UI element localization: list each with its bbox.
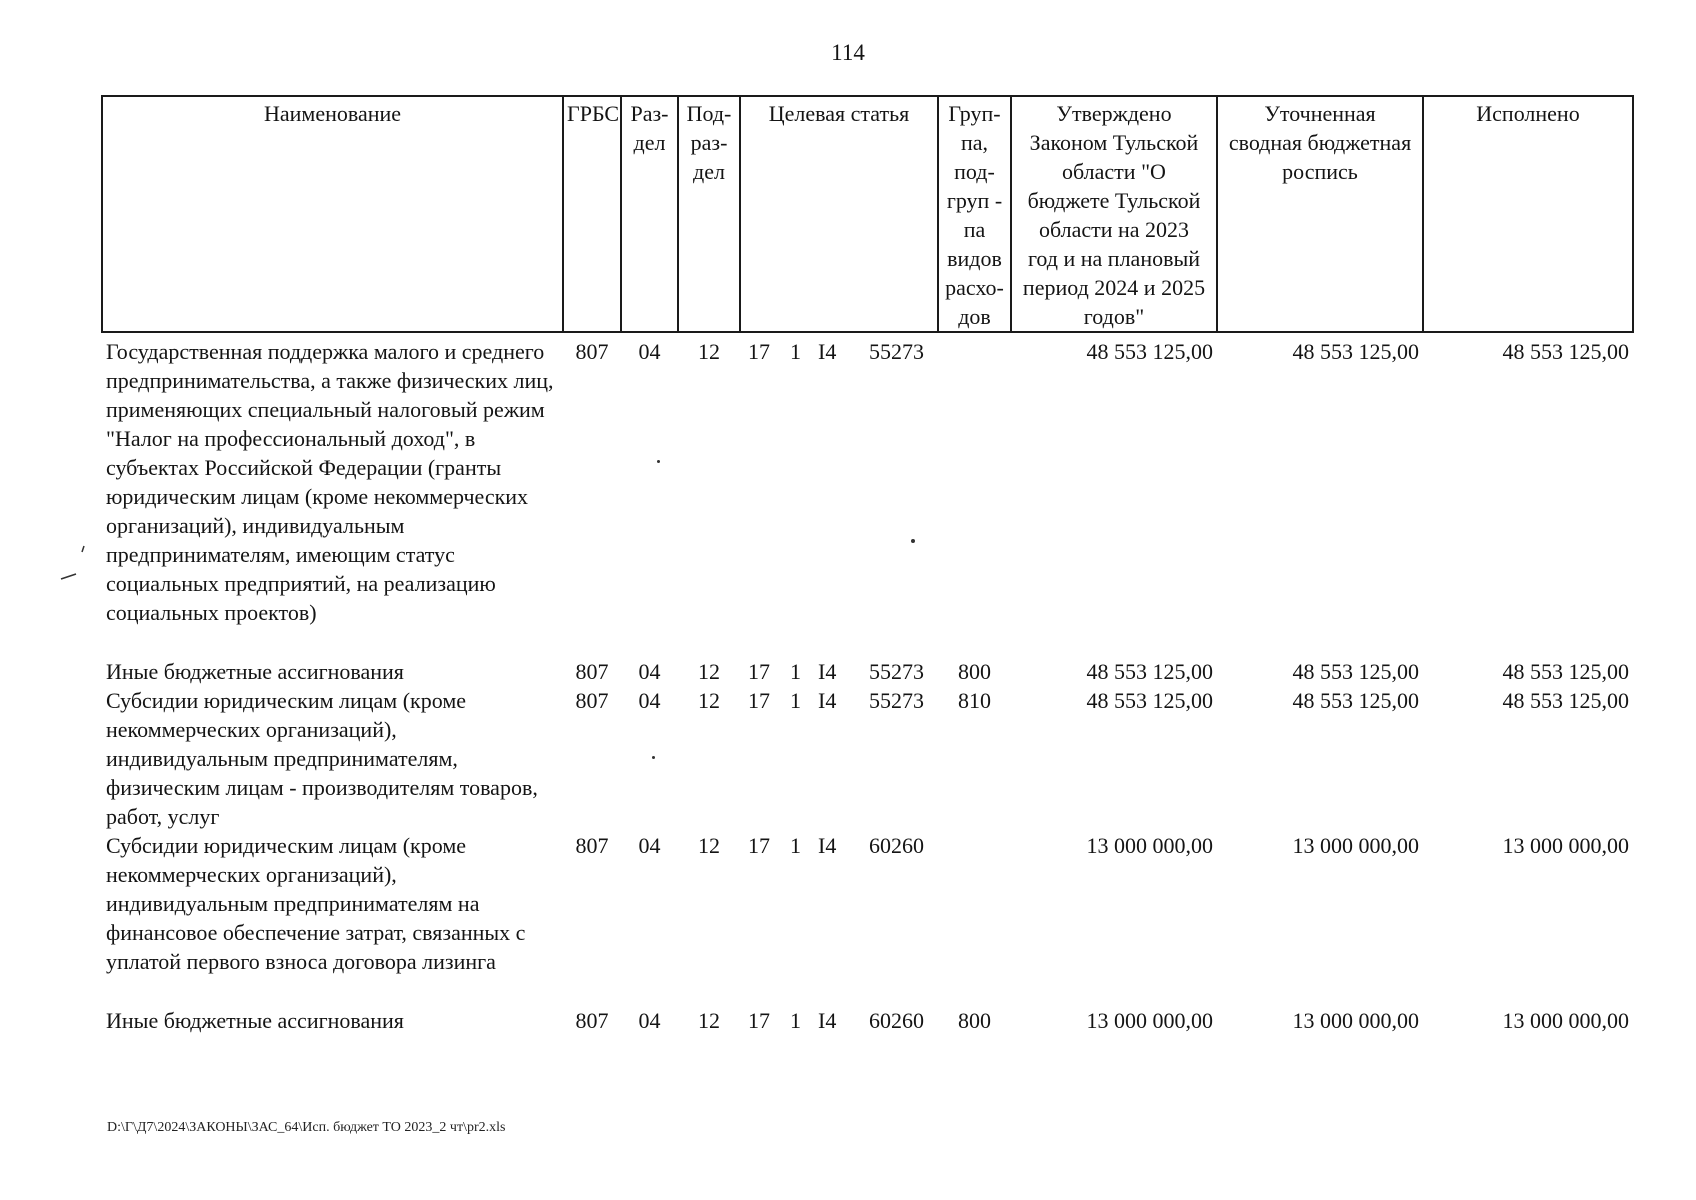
row-podrazdel: 12 bbox=[698, 688, 720, 713]
row-name: Субсидии юридическим лицам (кроме некоммерческих организаций), индивидуальным предпринимателям, физическим лицам - производителям товаров, работ, услуг bbox=[106, 688, 538, 829]
row-approved: 48 553 125,00 bbox=[1086, 688, 1213, 713]
row-target: 17 1 I4 60260 bbox=[748, 1008, 924, 1033]
row-approved: 13 000 000,00 bbox=[1086, 1008, 1213, 1033]
row-grbs: 807 bbox=[575, 688, 609, 713]
scan-speck bbox=[652, 756, 655, 759]
row-grbs: 807 bbox=[575, 1008, 609, 1033]
row-razdel: 04 bbox=[638, 688, 661, 713]
col-header-executed: Исполнено bbox=[1423, 96, 1633, 332]
file-path-footer: D:\Г\Д7\2024\ЗАКОНЫ\ЗАС_64\Исп. бюджет ТО 2023_2 чт\pr2.xls bbox=[107, 1120, 506, 1135]
col-header-refined: Уточненная сводная бюджетная роспись bbox=[1217, 96, 1423, 332]
row-group: 810 bbox=[958, 688, 991, 713]
row-podrazdel: 12 bbox=[698, 833, 720, 858]
col-header-name: Наименование bbox=[102, 96, 563, 332]
row-name: Субсидии юридическим лицам (кроме некоммерческих организаций), индивидуальным предпринимателям на финансовое обеспечение затрат, связанных с уплатой первого взноса договора лизинга bbox=[106, 833, 526, 974]
row-grbs: 807 bbox=[575, 833, 609, 858]
row-razdel: 04 bbox=[638, 659, 661, 684]
row-group bbox=[938, 332, 1011, 657]
row-refined: 13 000 000,00 bbox=[1292, 1008, 1419, 1033]
row-executed: 48 553 125,00 bbox=[1502, 659, 1629, 684]
row-approved: 48 553 125,00 bbox=[1086, 659, 1213, 684]
row-razdel: 04 bbox=[638, 833, 661, 858]
row-target: 17 1 I4 55273 bbox=[748, 659, 924, 684]
table-row bbox=[102, 1006, 1633, 1035]
row-executed: 48 553 125,00 bbox=[1502, 339, 1629, 364]
page-number: 114 bbox=[831, 40, 865, 65]
row-executed: 48 553 125,00 bbox=[1502, 688, 1629, 713]
row-executed: 13 000 000,00 bbox=[1502, 833, 1629, 858]
row-grbs: 807 bbox=[575, 659, 609, 684]
table-row bbox=[102, 831, 1633, 1006]
row-refined: 48 553 125,00 bbox=[1292, 339, 1419, 364]
row-executed: 13 000 000,00 bbox=[1502, 1008, 1629, 1033]
row-grbs: 807 bbox=[575, 339, 609, 364]
row-group bbox=[938, 831, 1011, 1006]
budget-table bbox=[101, 95, 1634, 1035]
row-group: 800 bbox=[958, 1008, 991, 1033]
row-group: 800 bbox=[958, 659, 991, 684]
row-refined: 48 553 125,00 bbox=[1292, 659, 1419, 684]
row-podrazdel: 12 bbox=[698, 339, 720, 364]
row-podrazdel: 12 bbox=[698, 659, 720, 684]
row-razdel: 04 bbox=[638, 339, 661, 364]
row-podrazdel: 12 bbox=[698, 1008, 720, 1033]
row-target: 17 1 I4 60260 bbox=[748, 833, 924, 858]
table-row bbox=[102, 332, 1633, 657]
row-target: 17 1 I4 55273 bbox=[748, 688, 924, 713]
table-row bbox=[102, 657, 1633, 686]
row-target: 17 1 I4 55273 bbox=[748, 339, 924, 364]
scan-speck bbox=[657, 460, 660, 463]
scan-mark bbox=[58, 544, 88, 584]
col-header-razdel: Раз- дел bbox=[621, 96, 678, 332]
table-header-row bbox=[102, 96, 1633, 332]
row-refined: 13 000 000,00 bbox=[1292, 833, 1419, 858]
row-name: Иные бюджетные ассигнования bbox=[106, 659, 404, 684]
col-header-podrazdel: Под- раз- дел bbox=[678, 96, 740, 332]
row-refined: 48 553 125,00 bbox=[1292, 688, 1419, 713]
col-header-group: Груп- па, под- груп - па видов расхо- дов bbox=[938, 96, 1011, 332]
row-approved: 48 553 125,00 bbox=[1086, 339, 1213, 364]
col-header-grbs: ГРБС bbox=[563, 96, 621, 332]
row-name: Государственная поддержка малого и среднего предпринимательства, а также физических лиц, применяющих специальный налоговый режим "Налог на профессиональный доход", в субъектах Российской Федерации (гранты юридическим лицам (кроме некоммерческих организаций), индивидуальным предпринимателям, имеющим статус социальных предприятий, на реализацию социальных проектов) bbox=[106, 339, 554, 625]
row-razdel: 04 bbox=[638, 1008, 661, 1033]
table-row bbox=[102, 686, 1633, 831]
col-header-approved: Утверждено Законом Тульской области "О бюджете Тульской области на 2023 год и на плановый период 2024 и 2025 годов" bbox=[1011, 96, 1217, 332]
row-name: Иные бюджетные ассигнования bbox=[106, 1008, 404, 1033]
row-approved: 13 000 000,00 bbox=[1086, 833, 1213, 858]
col-header-target: Целевая статья bbox=[740, 96, 938, 332]
scan-speck bbox=[911, 539, 915, 543]
